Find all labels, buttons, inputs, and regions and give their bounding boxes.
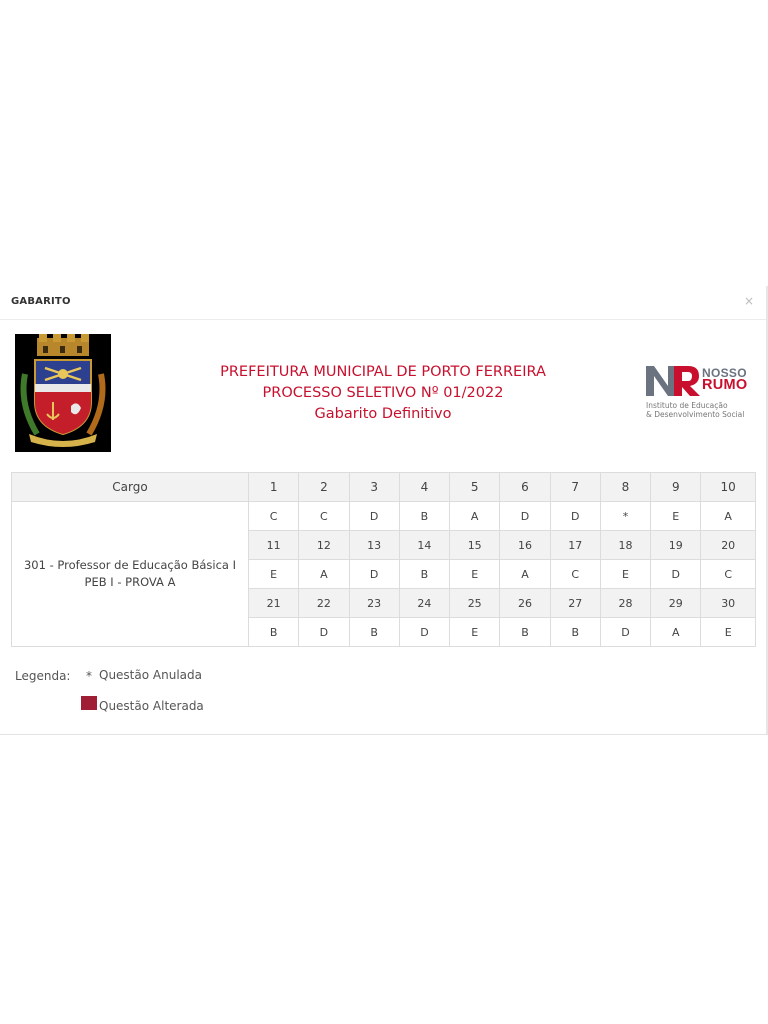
answer-key-table — [11, 472, 756, 647]
question-number-cell: 19 — [651, 531, 701, 560]
answer-cell: B — [349, 618, 399, 647]
answer-cell: C — [550, 560, 600, 589]
answer-cell: C — [249, 502, 299, 531]
gabarito-modal — [0, 286, 768, 735]
question-number-header: 6 — [500, 473, 550, 502]
answer-cell: D — [349, 502, 399, 531]
answer-cell: B — [500, 618, 550, 647]
question-number-cell: 30 — [701, 589, 756, 618]
header-process: PROCESSO SELETIVO Nº 01/2022 — [262, 385, 504, 401]
answer-cell: * — [600, 502, 650, 531]
question-number-cell: 16 — [500, 531, 550, 560]
annulled-symbol: * — [86, 669, 92, 683]
answer-cell: B — [399, 502, 449, 531]
header-municipality: PREFEITURA MUNICIPAL DE PORTO FERREIRA — [220, 364, 546, 380]
answer-cell: B — [550, 618, 600, 647]
question-number-cell: 15 — [450, 531, 500, 560]
question-number-cell: 18 — [600, 531, 650, 560]
brand-word-nosso: NOSSO — [702, 366, 747, 380]
answer-cell: E — [450, 618, 500, 647]
answer-cell: D — [299, 618, 349, 647]
header-subtitle: Gabarito Definitivo — [314, 406, 452, 422]
question-number-header: 10 — [701, 473, 756, 502]
answer-cell: E — [651, 502, 701, 531]
answer-cell: E — [450, 560, 500, 589]
legend-label: Legenda: — [15, 669, 71, 683]
question-number-header: 5 — [450, 473, 500, 502]
altered-legend-text: Questão Alterada — [99, 699, 204, 713]
question-number-cell: 21 — [249, 589, 299, 618]
question-number-header: 1 — [249, 473, 299, 502]
answer-cell: A — [450, 502, 500, 531]
altered-color-swatch — [81, 696, 97, 710]
brand-tagline-2: & Desenvolvimento Social — [646, 410, 745, 419]
answer-cell: B — [399, 560, 449, 589]
answer-cell: D — [399, 618, 449, 647]
answer-cell: A — [651, 618, 701, 647]
question-number-cell: 24 — [399, 589, 449, 618]
question-number-cell: 27 — [550, 589, 600, 618]
question-number-cell: 29 — [651, 589, 701, 618]
cargo-name-cell: 301 - Professor de Educação Básica I PEB I - PROVA A — [12, 502, 249, 647]
answer-cell: D — [600, 618, 650, 647]
question-number-header: 7 — [550, 473, 600, 502]
question-number-cell: 26 — [500, 589, 550, 618]
answer-cell: D — [550, 502, 600, 531]
question-number-cell: 22 — [299, 589, 349, 618]
nosso-rumo-logo — [644, 362, 759, 422]
answer-cell: A — [299, 560, 349, 589]
annulled-legend-text: Questão Anulada — [99, 668, 202, 682]
question-number-cell: 20 — [701, 531, 756, 560]
document-header — [150, 362, 616, 425]
modal-title: GABARITO — [11, 296, 71, 307]
question-number-header: 8 — [600, 473, 650, 502]
answer-cell: E — [249, 560, 299, 589]
question-number-header: 2 — [299, 473, 349, 502]
table-header-row — [12, 473, 756, 502]
answer-cell: D — [651, 560, 701, 589]
answer-cell: E — [701, 618, 756, 647]
answer-row — [12, 502, 756, 531]
question-number-cell: 23 — [349, 589, 399, 618]
answer-cell: E — [600, 560, 650, 589]
answer-cell: A — [701, 502, 756, 531]
question-number-cell: 13 — [349, 531, 399, 560]
answer-cell: C — [299, 502, 349, 531]
question-number-cell: 11 — [249, 531, 299, 560]
brand-tagline-1: Instituto de Educação — [646, 401, 728, 410]
modal-header — [0, 286, 768, 320]
question-number-cell: 14 — [399, 531, 449, 560]
municipal-crest-logo — [15, 334, 111, 452]
cargo-column-header: Cargo — [12, 473, 249, 502]
answer-cell: D — [500, 502, 550, 531]
answer-cell: C — [701, 560, 756, 589]
question-number-header: 4 — [399, 473, 449, 502]
question-number-header: 3 — [349, 473, 399, 502]
question-number-cell: 12 — [299, 531, 349, 560]
question-number-cell: 17 — [550, 531, 600, 560]
answer-cell: A — [500, 560, 550, 589]
brand-word-rumo: RUMO — [702, 377, 748, 393]
answer-cell: B — [249, 618, 299, 647]
answer-cell: D — [349, 560, 399, 589]
question-number-cell: 28 — [600, 589, 650, 618]
question-number-cell: 25 — [450, 589, 500, 618]
close-icon[interactable]: × — [743, 294, 754, 308]
question-number-header: 9 — [651, 473, 701, 502]
